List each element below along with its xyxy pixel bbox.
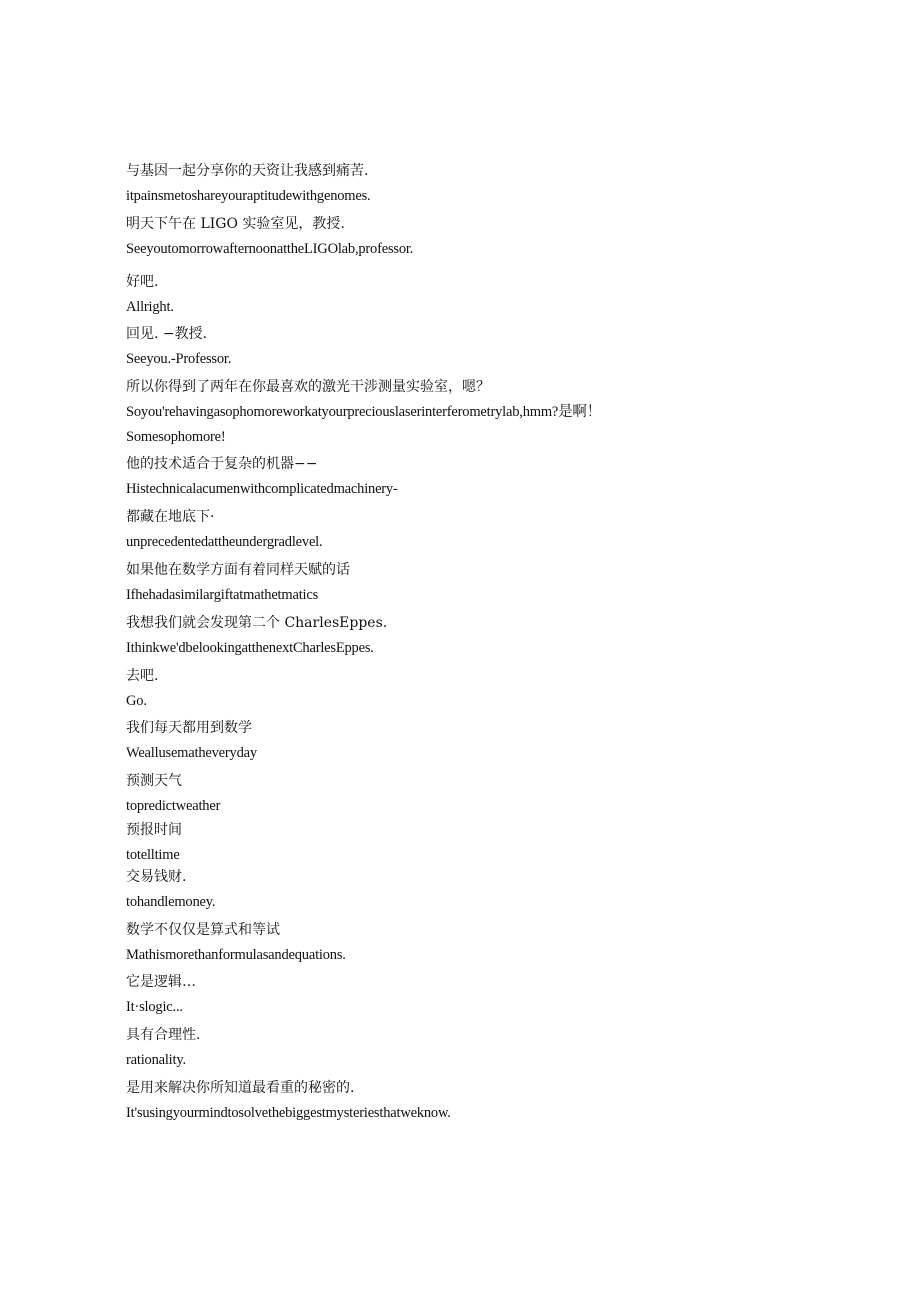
text-line: 明天下午在 LIGO 实验室见，教授. [126,216,345,232]
text-line: rationality. [126,1052,186,1068]
text-line: 好吧. [126,274,159,290]
text-line: Seeyou.-Professor. [126,351,232,367]
text-line: 交易钱财. [126,869,187,885]
text-line: Histechnicalacumenwithcomplicatedmachinery- [126,481,398,497]
text-line: 具有合理性. [126,1027,201,1043]
text-line: Weallusematheveryday [126,745,257,761]
text-line: 我想我们就会发现第二个 CharlesEppes. [126,615,388,631]
text-line: Ithinkwe'dbelookingatthenextCharlesEppes. [126,640,374,656]
text-line: 与基因一起分享你的天资让我感到痛苦. [126,163,369,179]
text-line: 预报时间 [126,822,182,838]
text-line: 去吧. [126,668,159,684]
text-line: tohandlemoney. [126,894,216,910]
text-line: 如果他在数学方面有着同样天赋的话 [126,562,350,578]
text-line: Somesophomore! [126,429,226,445]
text-line: itpainsmetoshareyouraptitudewithgenomes. [126,188,371,204]
text-line: 数学不仅仅是算式和等试 [126,922,280,938]
text-line: It'susingyourmindtosolvethebiggestmysteriesthatweknow. [126,1105,451,1121]
text-line: 我们每天都用到数学 [126,720,252,736]
text-line: Soyou'rehavingasophomoreworkatyourpreciouslaserinterferometrylab,hmm?是啊！ [126,404,602,420]
text-line: Allright. [126,299,174,315]
text-line: It·slogic... [126,999,183,1015]
text-line: totelltime [126,847,180,863]
text-line: SeeyoutomorrowafternoonattheLIGOlab,professor. [126,241,414,257]
text-line: 回见. −教授. [126,326,208,342]
text-line: 它是逻辑… [126,974,196,990]
text-line: Go. [126,693,147,709]
text-line: 他的技术适合于复杂的机器−− [126,456,318,472]
text-line: unprecedentedattheundergradlevel. [126,534,323,550]
text-line: Mathismorethanformulasandequations. [126,947,346,963]
text-line: 都藏在地底下· [126,509,215,525]
text-line: Ifhehadasimilargiftatmathetmatics [126,587,319,603]
text-line: 预测天气 [126,773,182,789]
text-line: topredictweather [126,798,221,814]
text-line: 所以你得到了两年在你最喜欢的激光干涉测量实验室，嗯？ [126,379,490,395]
text-line: 是用来解决你所知道最看重的秘密的. [126,1080,355,1096]
